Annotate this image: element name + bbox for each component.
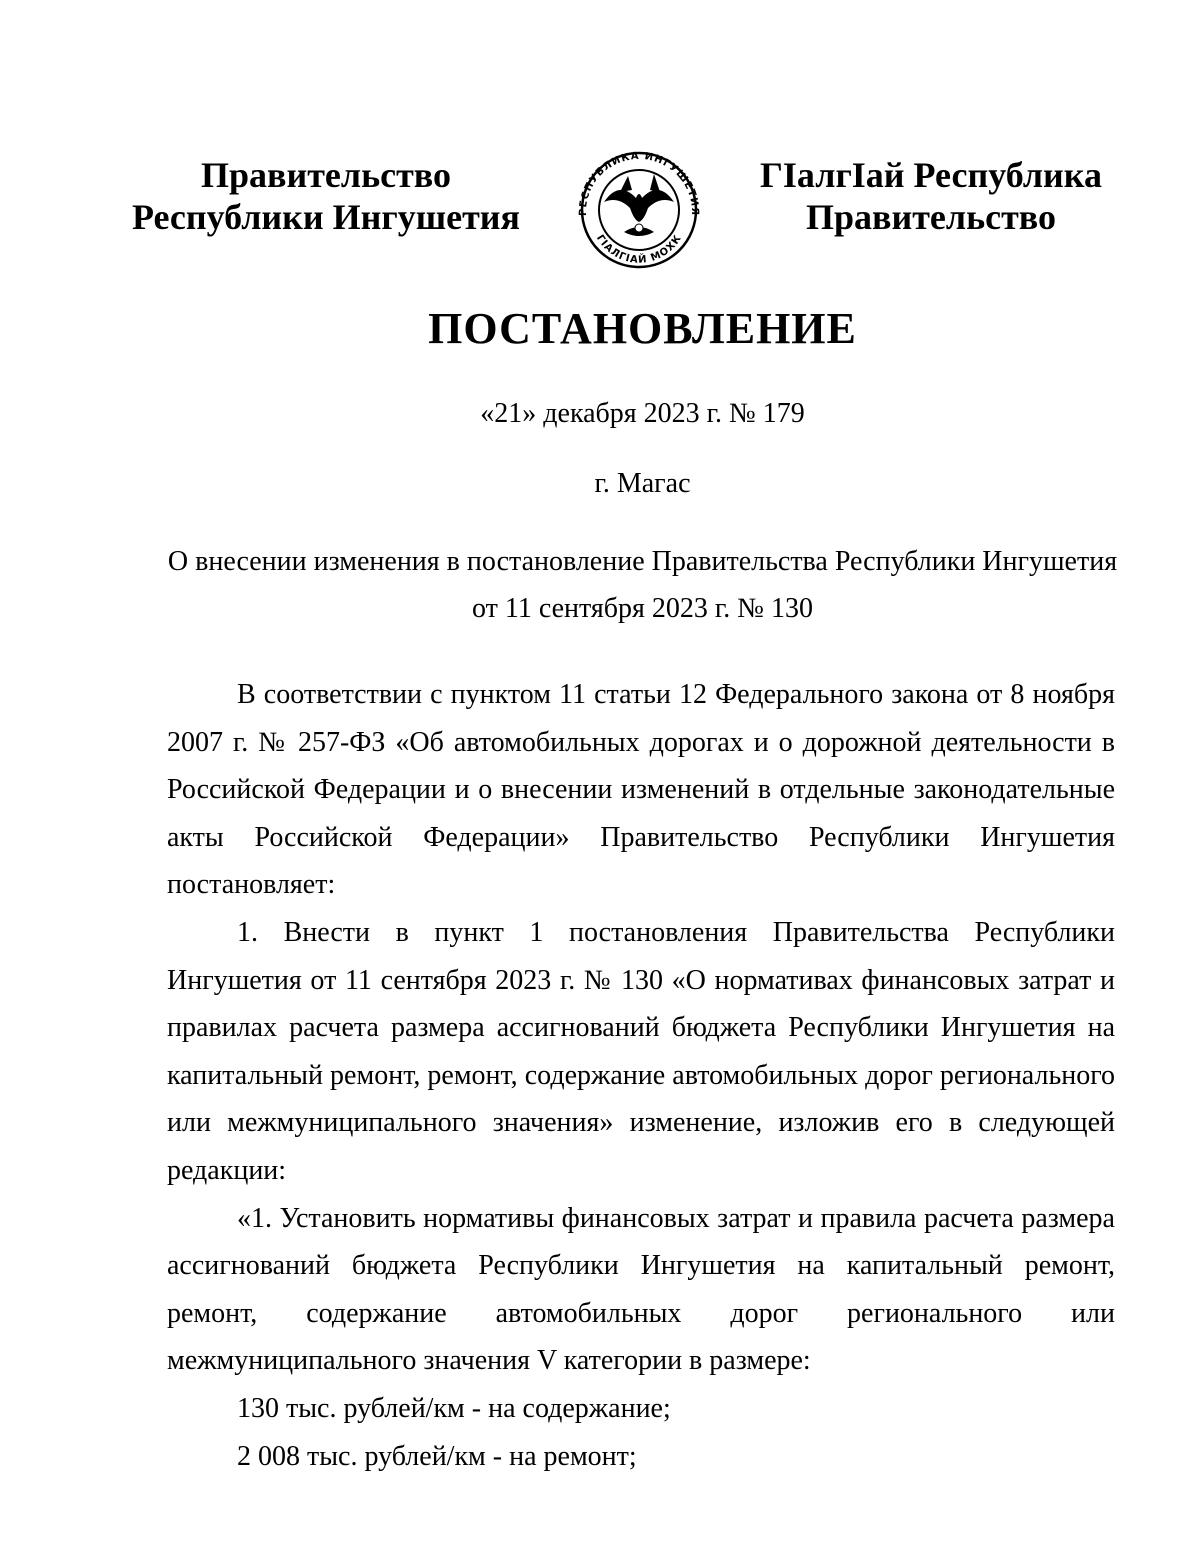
emblem-text-top: РЕСПУБЛИКА ИНГУШЕТИЯ — [577, 150, 701, 217]
document-body — [167, 671, 1115, 1480]
subject-line2: от 11 сентября 2023 г. № 130 — [472, 593, 813, 624]
letterhead — [0, 150, 1200, 280]
issuer-left-line2: Республики Ингушетия — [131, 197, 521, 237]
item-1-paragraph: 1. Внести в пункт 1 постановления Правительства Республики Ингушетия от 11 сентября 2023 г. № 130 «О нормативах финансовых затрат и правилах расчета размера ассигнований бюджета Республики Ингушетия на капитальный ремонт, ремонт, содержание автомобильных дорог регионального или межмуниципального значения» изменение, изложив его в следующей редакции: — [167, 916, 1115, 1186]
document-type-title: ПОСТАНОВЛЕНИЕ — [428, 304, 857, 353]
issuer-left-line1: Правительство — [201, 155, 451, 195]
document-date-number: «21» декабря 2023 г. № 179 — [480, 398, 805, 429]
norm-repair: 2 008 тыс. рублей/км - на ремонт; — [237, 1440, 637, 1472]
emblem-text-bottom: ГIАЛГIАЙ МОХК — [593, 232, 685, 266]
issuer-name-russian — [120, 154, 532, 238]
issuer-right-line1: ГIалгIай Республика — [760, 155, 1102, 195]
issuer-right-line2: Правительство — [806, 197, 1056, 237]
issuer-name-ingush — [748, 154, 1114, 238]
norm-maintenance: 130 тыс. рублей/км - на содержание; — [237, 1392, 671, 1424]
subject-line1: О внесении изменения в постановление Правительства Республики Ингушетия — [167, 546, 1118, 577]
item-1-quoted-text: «1. Установить нормативы финансовых затрат и правила расчета размера ассигнований бюджета Республики Ингушетия на капитальный ремонт, ремонт, содержание автомобильных дорог регионального или межмуниципального значения V категории в размере: — [167, 1202, 1115, 1377]
document-subject — [165, 538, 1120, 632]
eagle-icon — [604, 174, 674, 236]
coat-of-arms-emblem — [564, 150, 714, 270]
preamble-paragraph: В соответствии с пунктом 11 статьи 12 Федерального закона от 8 ноября 2007 г. № 257-ФЗ «Об автомобильных дорогах и о дорожной деятельности в Российской Федерации и о внесении изменений в отдельные законодательные акты Российской Федерации» Правительство Республики Ингушетия постановляет: — [167, 679, 1115, 901]
document-place: г. Магас — [594, 468, 691, 499]
